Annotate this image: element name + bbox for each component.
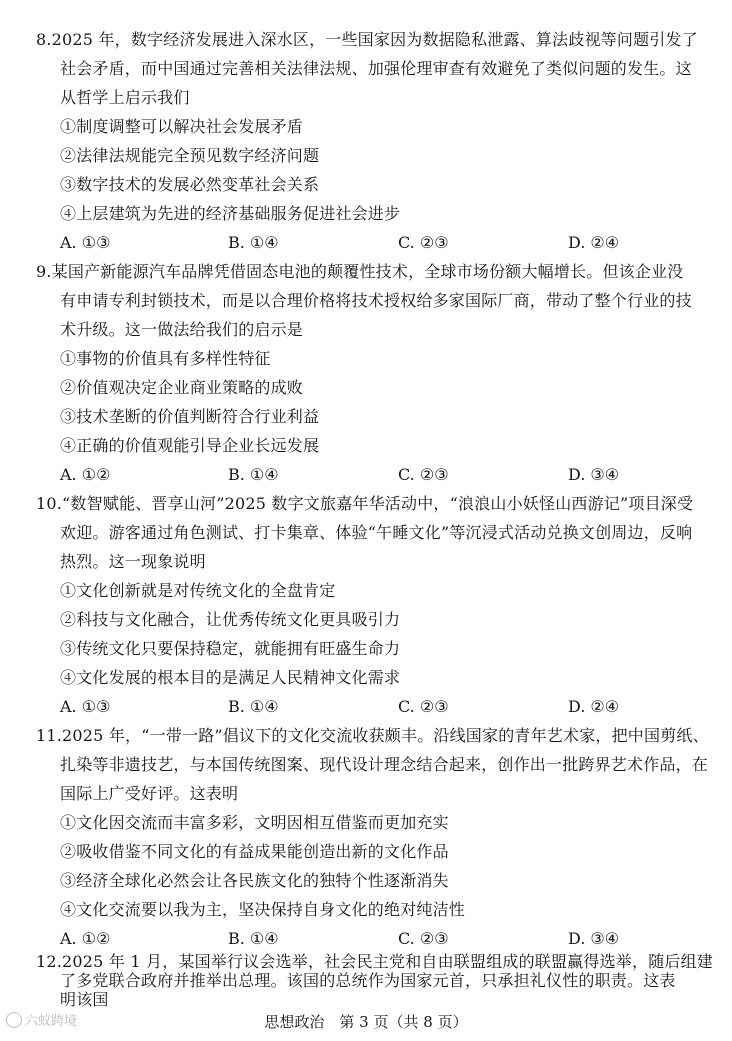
question-stem-line: 明该国 [60, 990, 109, 1009]
question-stem-line: 9.某国产新能源汽车品牌凭借固态电池的颠覆性技术，全球市场份额大幅增长。但该企业没 [36, 262, 684, 281]
statement-option: ③经济全球化必然会让各民族文化的独特个性逐渐消失 [60, 871, 449, 890]
question-stem-line: 10.“数智赋能、晋享山河”2025 数字文旅嘉年华活动中，“浪浪山小妖怪山西游记”项目深受 [36, 494, 694, 513]
answer-choice-c: C. ②③ [398, 465, 449, 484]
answer-choice-a: A. ①② [60, 929, 111, 948]
answer-choice-d: D. ②④ [568, 233, 620, 252]
statement-option: ①事物的价值具有多样性特征 [60, 349, 271, 368]
question-stem-line: 11.2025 年，“一带一路”倡议下的文化交流收获颇丰。沿线国家的青年艺术家，把中国剪纸、 [36, 726, 709, 745]
answer-choice-c: C. ②③ [398, 929, 449, 948]
question-stem-line: 12.2025 年 1 月，某国举行议会选举，社会民主党和自由联盟组成的联盟赢得选举，随后组建 [36, 952, 714, 971]
question-stem-line: 国际上广受好评。这表明 [60, 784, 239, 803]
question-stem-line: 了多党联合政府并推举出总理。该国的总统作为国家元首，只承担礼仪性的职责。这表 [60, 971, 676, 990]
question-stem-line: 社会矛盾，而中国通过完善相关法律法规、加强伦理审查有效避免了类似问题的发生。这 [60, 59, 692, 78]
answer-choice-b: B. ①④ [228, 233, 279, 252]
answer-choice-c: C. ②③ [398, 233, 449, 252]
page-footer: 思想政治 第 3 页（共 8 页） [264, 1013, 468, 1031]
statement-option: ①文化创新就是对传统文化的全盘肯定 [60, 581, 336, 600]
statement-option: ④上层建筑为先进的经济基础服务促进社会进步 [60, 204, 401, 223]
statement-option: ②法律法规能完全预见数字经济问题 [60, 146, 320, 165]
statement-option: ③技术垄断的价值判断符合行业利益 [60, 407, 320, 426]
question-stem-line: 有申请专利封锁技术，而是以合理价格将技术授权给多家国际厂商，带动了整个行业的技 [60, 291, 692, 310]
answer-choice-a: A. ①② [60, 465, 111, 484]
answer-choice-c: C. ②③ [398, 697, 449, 716]
statement-option: ③数字技术的发展必然变革社会关系 [60, 175, 320, 194]
watermark-text: 六蚁跨境 [25, 1014, 78, 1029]
question-stem-line: 从哲学上启示我们 [60, 88, 190, 107]
question-stem-line: 扎染等非遗技艺，与本国传统图案、现代设计理念结合起来，创作出一批跨界艺术作品，在 [60, 755, 709, 774]
question-stem-line: 欢迎。游客通过角色测试、打卡集章、体验“午睡文化”等沉浸式活动兑换文创周边，反响 [60, 523, 693, 542]
answer-choice-a: A. ①③ [60, 233, 111, 252]
question-stem-line: 8.2025 年，数字经济发展进入深水区，一些国家因为数据隐私泄露、算法歧视等问题引发了 [36, 30, 698, 49]
statement-option: ④正确的价值观能引导企业长远发展 [60, 436, 320, 455]
answer-choice-b: B. ①④ [228, 465, 279, 484]
answer-choice-b: B. ①④ [228, 929, 279, 948]
statement-option: ②价值观决定企业商业策略的成败 [60, 378, 304, 397]
answer-choice-d: D. ③④ [568, 465, 620, 484]
answer-choice-d: D. ③④ [568, 929, 620, 948]
question-stem-line: 术升级。这一做法给我们的启示是 [60, 320, 304, 339]
answer-choice-b: B. ①④ [228, 697, 279, 716]
statement-option: ①制度调整可以解决社会发展矛盾 [60, 117, 304, 136]
statement-option: ④文化交流要以我为主，坚决保持自身文化的绝对纯洁性 [60, 900, 466, 919]
answer-choice-a: A. ①③ [60, 697, 111, 716]
statement-option: ①文化因交流而丰富多彩，文明因相互借鉴而更加充实 [60, 813, 449, 832]
statement-option: ②吸收借鉴不同文化的有益成果能创造出新的文化作品 [60, 842, 449, 861]
question-stem-line: 热烈。这一现象说明 [60, 552, 206, 571]
statement-option: ③传统文化只要保持稳定，就能拥有旺盛生命力 [60, 639, 401, 658]
answer-choice-d: D. ②④ [568, 697, 620, 716]
statement-option: ②科技与文化融合，让优秀传统文化更具吸引力 [60, 610, 401, 629]
statement-option: ④文化发展的根本目的是满足人民精神文化需求 [60, 668, 401, 687]
